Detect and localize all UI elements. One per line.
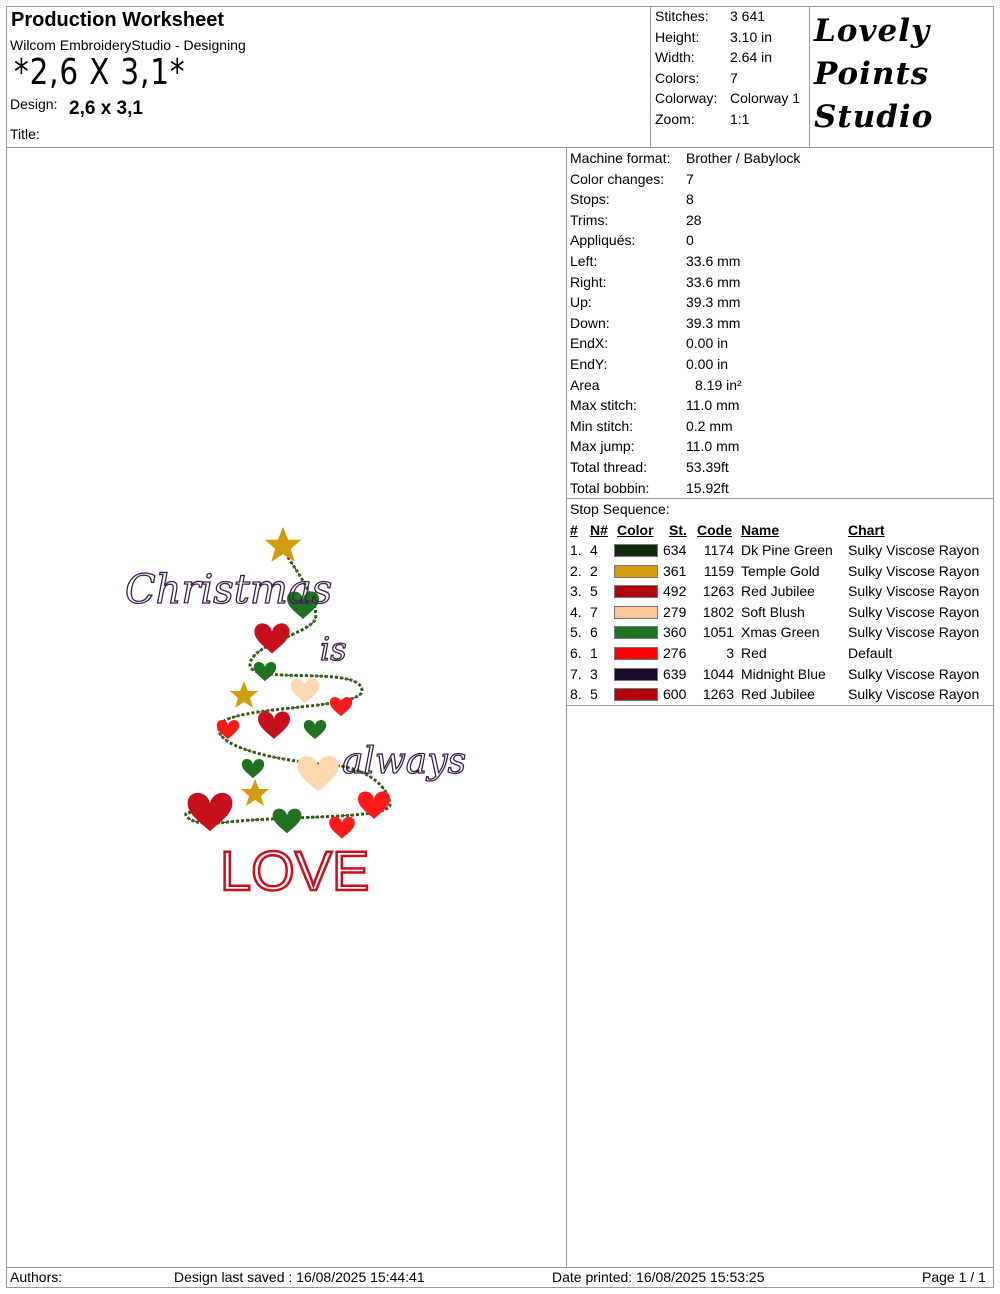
color-swatch xyxy=(614,606,658,619)
info-label: Trims: xyxy=(570,211,609,228)
col-code: Code xyxy=(697,522,732,538)
software-name: Wilcom EmbroideryStudio - Designing xyxy=(10,37,246,53)
stat-label: Height: xyxy=(655,28,700,45)
seq-code: 1263 xyxy=(702,583,734,600)
footer-divider xyxy=(6,1267,994,1268)
stat-value: 2.64 in xyxy=(730,49,773,66)
seq-chart: Sulky Viscose Rayon xyxy=(848,542,980,558)
seq-chart: Sulky Viscose Rayon xyxy=(848,665,980,682)
design-text-always: always xyxy=(342,741,467,782)
info-value: Brother / Babylock xyxy=(686,150,801,166)
seq-stitches: 361 xyxy=(663,562,687,579)
design-label: Design: xyxy=(10,96,58,112)
seq-name: Red Jubilee xyxy=(741,686,815,703)
star-icon xyxy=(230,681,258,708)
seq-stitches: 634 xyxy=(663,542,687,558)
info-label: Total bobbin: xyxy=(570,479,650,496)
info-label: EndX: xyxy=(570,335,609,352)
info-label: Up: xyxy=(570,294,592,311)
heart-icon xyxy=(254,623,289,653)
info-label: EndY: xyxy=(570,356,608,372)
stat-value: 3.10 in xyxy=(730,28,773,45)
color-swatch xyxy=(614,585,658,598)
seq-needle: 3 xyxy=(590,665,598,682)
design-preview xyxy=(100,505,480,915)
info-value: 0.00 in xyxy=(686,335,729,352)
info-label: Max stitch: xyxy=(570,397,637,414)
seq-code: 1174 xyxy=(703,542,734,558)
info-label: Appliqués: xyxy=(570,232,636,249)
seq-needle: 6 xyxy=(590,624,598,641)
seq-index: 2. xyxy=(570,562,582,579)
heart-icon xyxy=(273,809,302,834)
seq-index: 8. xyxy=(570,686,582,703)
footer-page-number: Page 1 / 1 xyxy=(922,1269,986,1285)
heart-icon xyxy=(217,720,239,739)
stop-sequence-title: Stop Sequence: xyxy=(570,501,670,517)
seq-needle: 2 xyxy=(590,562,598,579)
seq-stitches: 492 xyxy=(663,583,687,600)
info-value: 11.0 mm xyxy=(686,438,740,455)
design-value: 2,6 x 3,1 xyxy=(69,98,143,119)
seq-needle: 1 xyxy=(590,645,598,661)
seq-stitches: 279 xyxy=(663,603,687,620)
stat-label: Colors: xyxy=(655,69,700,86)
color-swatch xyxy=(614,565,658,578)
seq-code: 3 xyxy=(726,645,734,661)
seq-needle: 4 xyxy=(590,542,598,558)
heart-icon xyxy=(242,759,264,778)
seq-needle: 5 xyxy=(590,583,598,600)
seq-stitches: 276 xyxy=(663,645,687,661)
design-name-large: *2,6 X 3,1* xyxy=(14,52,186,93)
info-value: 53.39ft xyxy=(686,459,729,475)
star-icon xyxy=(265,527,301,562)
info-value: 15.92ft xyxy=(686,479,729,496)
footer-last-saved: Design last saved : 16/08/2025 15:44:41 xyxy=(174,1269,425,1285)
page-title: Production Worksheet xyxy=(11,9,224,31)
info-value: 0.2 mm xyxy=(686,417,733,434)
seq-index: 5. xyxy=(570,624,582,641)
seq-index: 6. xyxy=(570,645,582,661)
footer-authors: Authors: xyxy=(10,1269,63,1285)
seq-code: 1159 xyxy=(703,562,734,579)
stat-label: Zoom: xyxy=(655,111,695,127)
info-label: Total thread: xyxy=(570,459,648,475)
stat-label: Colorway: xyxy=(655,90,718,107)
seq-chart: Sulky Viscose Rayon xyxy=(848,624,980,641)
seq-chart: Sulky Viscose Rayon xyxy=(848,686,980,703)
col-name: Name xyxy=(741,522,780,538)
design-text-christmas: Christmas xyxy=(125,567,333,613)
info-label: Left: xyxy=(570,253,598,269)
logo-divider xyxy=(809,6,810,147)
heart-icon xyxy=(258,712,290,740)
col-n: N# xyxy=(590,522,608,538)
seq-chart: Sulky Viscose Rayon xyxy=(848,562,980,579)
color-swatch xyxy=(614,544,658,557)
seq-code: 1802 xyxy=(702,603,734,620)
seq-name: Dk Pine Green xyxy=(741,542,833,558)
heart-icon xyxy=(188,793,233,832)
heart-icon xyxy=(329,817,355,839)
seq-name: Soft Blush xyxy=(741,603,805,620)
preview-divider xyxy=(566,147,567,1267)
seq-code: 1263 xyxy=(702,686,734,703)
seq-code: 1044 xyxy=(702,665,734,682)
info-value: 39.3 mm xyxy=(686,314,741,331)
col-stitches: St. xyxy=(669,522,687,538)
color-swatch xyxy=(614,647,658,660)
info-value: 0.00 in xyxy=(686,356,729,372)
seq-stitches: 639 xyxy=(663,665,687,682)
sequence-divider xyxy=(566,705,994,706)
info-value: 28 xyxy=(686,211,702,228)
stat-value: 3 641 xyxy=(730,8,766,24)
info-divider xyxy=(566,498,994,499)
seq-needle: 7 xyxy=(590,603,598,620)
header-divider xyxy=(6,147,994,148)
info-label: Color changes: xyxy=(570,170,665,187)
seq-code: 1051 xyxy=(702,624,734,641)
info-label: Right: xyxy=(570,273,607,290)
heart-icon xyxy=(291,679,320,704)
stat-value: 1:1 xyxy=(730,111,750,127)
seq-chart: Sulky Viscose Rayon xyxy=(848,603,980,620)
seq-index: 1. xyxy=(570,542,582,558)
stats-divider xyxy=(650,6,651,147)
info-label: Max jump: xyxy=(570,438,635,455)
seq-name: Red Jubilee xyxy=(741,583,815,600)
heart-icon xyxy=(330,697,352,716)
info-label: Stops: xyxy=(570,191,610,208)
logo-line: Lovely xyxy=(814,13,930,49)
seq-name: Red xyxy=(741,645,767,661)
seq-needle: 5 xyxy=(590,686,598,703)
info-label: Min stitch: xyxy=(570,417,634,434)
info-value: 11.0 mm xyxy=(686,397,740,414)
color-swatch xyxy=(614,626,658,639)
seq-name: Xmas Green xyxy=(741,624,820,641)
studio-logo xyxy=(814,10,933,139)
color-swatch xyxy=(614,688,658,701)
heart-icon xyxy=(254,662,276,681)
stat-label: Width: xyxy=(655,49,695,66)
stat-value: 7 xyxy=(730,69,738,86)
seq-index: 3. xyxy=(570,583,582,600)
logo-line: Points xyxy=(814,56,930,92)
col-color: Color xyxy=(617,522,654,538)
info-value: 0 xyxy=(686,232,694,249)
seq-name: Midnight Blue xyxy=(741,665,826,682)
color-swatch xyxy=(614,668,658,681)
design-text-is: is xyxy=(320,630,347,668)
col-num: # xyxy=(570,522,578,538)
info-value: 8.19 in² xyxy=(695,376,742,393)
info-value: 8 xyxy=(686,191,694,208)
seq-chart: Sulky Viscose Rayon xyxy=(848,583,980,600)
seq-stitches: 600 xyxy=(663,686,687,703)
seq-stitches: 360 xyxy=(663,624,687,641)
seq-chart: Default xyxy=(848,645,893,661)
stat-value: Colorway 1 xyxy=(730,90,801,107)
info-label: Area xyxy=(570,376,600,393)
title-label: Title: xyxy=(10,126,40,142)
logo-line: Studio xyxy=(814,99,934,135)
seq-index: 4. xyxy=(570,603,582,620)
star-icon xyxy=(241,779,269,806)
info-label: Machine format: xyxy=(570,150,671,166)
stat-label: Stitches: xyxy=(655,8,709,24)
heart-icon xyxy=(297,756,339,792)
design-text-love: LOVE xyxy=(220,839,370,902)
info-value: 7 xyxy=(686,170,694,187)
info-value: 39.3 mm xyxy=(686,294,741,311)
heart-icon xyxy=(304,720,326,739)
info-label: Down: xyxy=(570,314,610,331)
footer-date-printed: Date printed: 16/08/2025 15:53:25 xyxy=(552,1269,765,1285)
seq-index: 7. xyxy=(570,665,582,682)
seq-name: Temple Gold xyxy=(741,562,820,579)
col-chart: Chart xyxy=(848,522,885,538)
info-value: 33.6 mm xyxy=(686,273,741,290)
info-value: 33.6 mm xyxy=(686,253,741,269)
